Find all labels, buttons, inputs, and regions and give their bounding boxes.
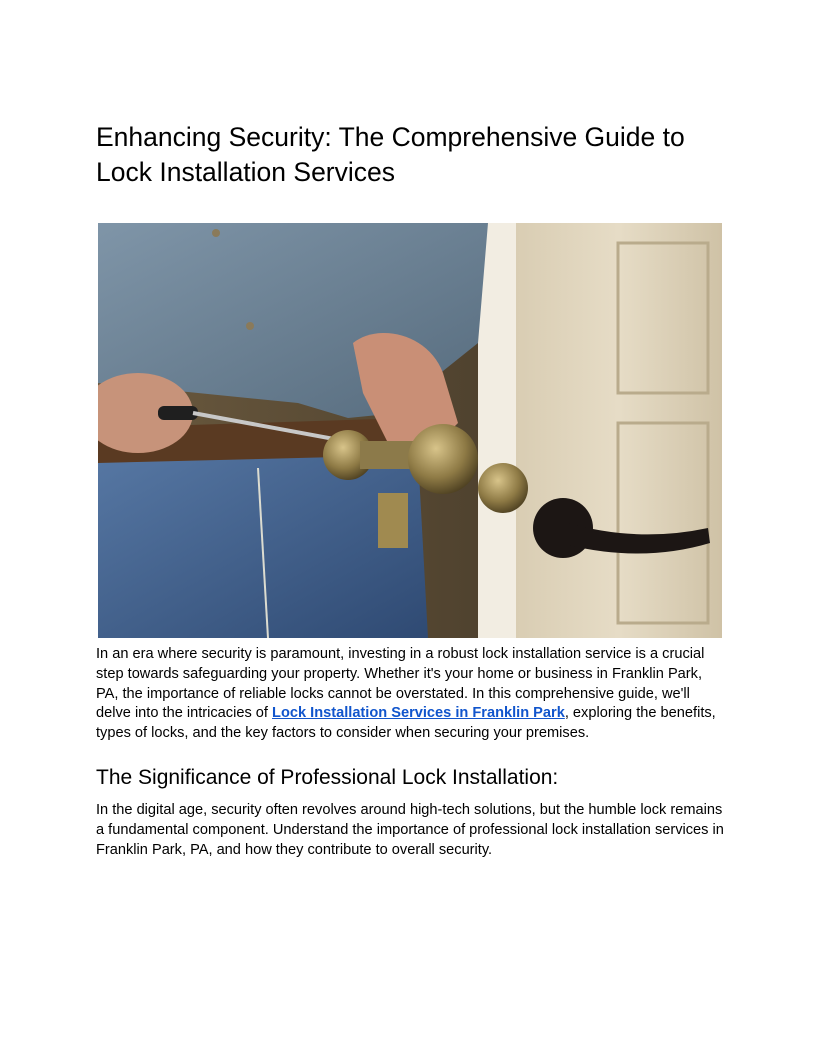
intro-text-before-link: In an era where security is paramount, investing in a robust lock installation service is a crucial step towards safeguarding your property. Whether it's your home or business in Franklin Park, PA, the importance of reliable locks cannot be overstated. In this comprehensive guide, we'll delve into the intricacies of — [96, 646, 705, 722]
intro-paragraph — [96, 645, 728, 744]
section-heading: The Significance of Professional Lock Installation: — [96, 766, 559, 789]
hero-image — [98, 223, 722, 638]
lock-installation-link[interactable]: Lock Installation Services in Franklin Park — [272, 705, 565, 722]
intro-text-after-link: , exploring the benefits, types of locks, and the key factors to consider when securing your premises. — [96, 705, 716, 742]
document-title: Enhancing Security: The Comprehensive Guide to Lock Installation Services — [96, 122, 685, 187]
section-paragraph: In the digital age, security often revolves around high-tech solutions, but the humble lock remains a fundamental component. Understand the importance of professional lock installation services in Franklin Park, PA, and how they contribute to overall security. — [96, 802, 724, 858]
